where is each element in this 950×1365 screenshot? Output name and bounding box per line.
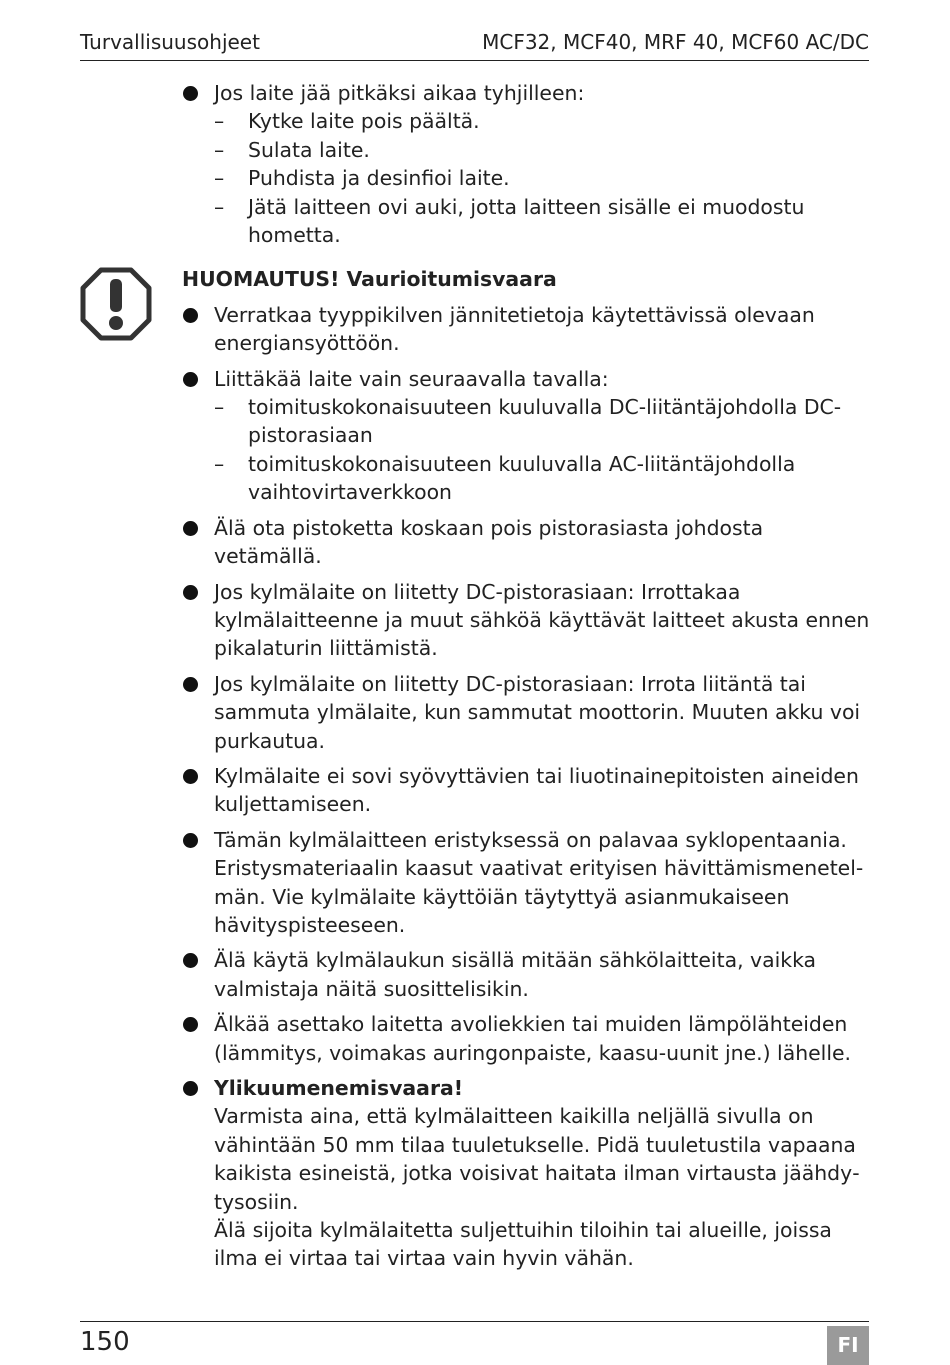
list-item: Jos kylmälaite on liitetty DC-pistorasiaan: Irrottakaa kylmälaitteenne ja muut sähköä käyttävät laitteet akusta ennen pikalaturin liittämistä. [182,578,872,663]
overheat-paragraph: Varmista aina, että kylmälaitteen kaikilla neljällä sivulla on vähintään 50 mm tilaa tuuletukselle. Pidä tuuletustila vapaana kaikista esineistä, jotka voisivat haitata ilman virtausta jäähdytysosiin. [214,1104,860,1214]
sub-list-item: – Kytke laite pois päältä. [214,107,872,135]
sub-list [214,393,872,507]
list-item-text: Liittäkää laite vain seuraavalla tavalla: [214,366,609,391]
sub-list-item: – Puhdista ja desinfioi laite. [214,164,872,192]
list-item: Tämän kylmälaitteen eristyksessä on palavaa syklopentaania. Eristysmateriaalin kaasut vaativat erityisen hävittämismenetelmän. Vie kylmälaite käyttöiän täytyttyä asianmukaiseen hävityspisteeseen. [182,826,872,940]
page-number: 150 [80,1327,130,1357]
sub-list-item: – toimituskokonaisuuteen kuuluvalla DC-liitäntäjohdolla DC-pistorasiaan [214,393,872,450]
list-item: Älä käytä kylmälaukun sisällä mitään sähkölaitteita, vaikka valmistaja näitä suosittelisikin. [182,946,872,1003]
sub-list-item: – toimituskokonaisuuteen kuuluvalla AC-liitäntäjohdolla vaihtovirtaverkkoon [214,450,872,507]
language-tab: FI [827,1326,869,1365]
model-list: MCF32, MCF40, MRF 40, MCF60 AC/DC [482,30,869,54]
list-item [182,79,872,249]
list-item-overheat [182,1074,872,1273]
sub-list-item: – Sulata laite. [214,136,872,164]
list-item: Älkää asettako laitetta avoliekkien tai muiden lämpölähteiden (lämmitys, voimakas auringonpaiste, kaasu-uunit jne.) lähelle. [182,1010,872,1067]
list-item: Älä ota pistoketta koskaan pois pistorasiasta johdosta vetämällä. [182,514,872,571]
overheat-heading: Ylikuumenemisvaara! [214,1076,464,1100]
main-content [182,79,872,1273]
list-item: Kylmälaite ei sovi syövyttävien tai liuotinainepitoisten aineiden kuljettamiseen. [182,762,872,819]
overheat-paragraph: Älä sijoita kylmälaitetta suljettuihin tiloihin tai alueille, joissa ilma ei virtaa tai virtaa vain hyvin vähän. [214,1218,832,1271]
list-item [182,365,872,507]
list-item-text: Jos laite jää pitkäksi aikaa tyhjilleen: [214,81,585,105]
section-title: Turvallisuusohjeet [80,30,260,54]
sub-list-item: – Jätä laitteen ovi auki, jotta laitteen sisälle ei muodostu hometta. [214,193,872,250]
list-item: Jos kylmälaite on liitetty DC-pistorasiaan: Irrota liitäntä tai sammuta ylmälaite, kun sammutat moottorin. Muuten akku voi purkautua. [182,670,872,755]
page-header [80,30,869,61]
notice-heading: HUOMAUTUS! Vaurioitumisvaara [182,267,557,292]
page-footer [80,1321,869,1365]
warning-octagon-exclamation-icon [80,267,152,341]
sub-list [214,107,872,249]
list-item: Verratkaa tyyppikilven jännitetietoja käytettävissä olevaan energiansyöttöön. [182,301,872,358]
